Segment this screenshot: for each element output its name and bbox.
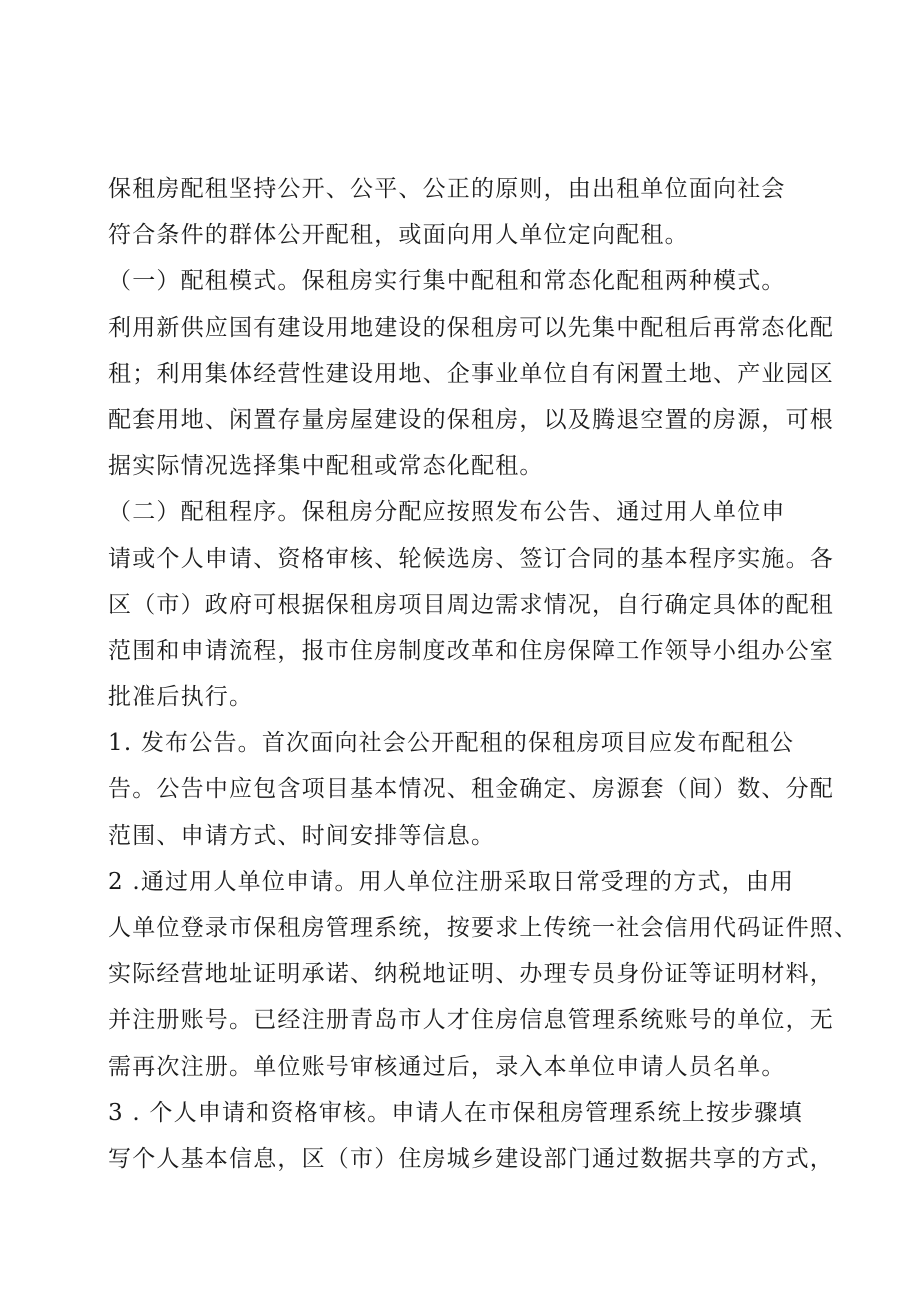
text-line: （一）配租模式。保租房实行集中配租和常态化配租两种模式。 <box>108 268 786 295</box>
text-line: 区（市）政府可根据保租房项目周边需求情况，自行确定具体的配租 <box>108 591 834 618</box>
text-line: 1. 发布公告。首次面向社会公开配租的保租房项目应发布配租公 <box>108 730 795 757</box>
paragraph-announcement <box>108 720 834 859</box>
text-line: 并注册账号。已经注册青岛市人才住房信息管理系统账号的单位，无 <box>108 1007 834 1034</box>
text-line: 租；利用集体经营性建设用地、企事业单位自有闲置土地、产业园区 <box>108 360 834 387</box>
paragraph-rental-procedure <box>108 489 834 720</box>
text-line: （二）配租程序。保租房分配应按照发布公告、通过用人单位申 <box>108 499 786 526</box>
paragraph-personal-application <box>108 1090 834 1182</box>
text-line: 利用新供应国有建设用地建设的保租房可以先集中配租后再常态化配 <box>108 314 834 341</box>
document-body <box>108 166 859 1182</box>
text-line: 请或个人申请、资格审核、轮候选房、签订合同的基本程序实施。各 <box>108 545 834 572</box>
text-line: 据实际情况选择集中配租或常态化配租。 <box>108 453 544 480</box>
text-line: 2 .通过用人单位申请。用人单位注册采取日常受理的方式，由用 <box>108 868 795 895</box>
text-line: 写个人基本信息，区（市）住房城乡建设部门通过数据共享的方式， <box>108 1145 834 1172</box>
text-line: 实际经营地址证明承诺、纳税地证明、办理专员身份证等证明材料， <box>108 961 834 988</box>
paragraph-employer-application <box>108 859 859 1090</box>
text-line: 3 . 个人申请和资格审核。申请人在市保租房管理系统上按步骤填 <box>108 1099 803 1126</box>
text-line: 配套用地、闲置存量房屋建设的保租房，以及腾退空置的房源，可根 <box>108 406 834 433</box>
paragraph-rental-mode <box>108 258 834 489</box>
text-line: 告。公告中应包含项目基本情况、租金确定、房源套（间）数、分配 <box>108 776 834 803</box>
paragraph-principle <box>108 166 818 258</box>
text-line: 批准后执行。 <box>108 684 254 711</box>
text-line: 符合条件的群体公开配租，或面向用人单位定向配租。 <box>108 222 689 249</box>
text-line: 保租房配租坚持公开、公平、公正的原则，由出租单位面向社会 <box>108 176 786 202</box>
text-line: 人单位登录市保租房管理系统，按要求上传统一社会信用代码证件照、 <box>108 915 859 941</box>
text-line: 范围、申请方式、时间安排等信息。 <box>108 822 496 849</box>
text-line: 范围和申请流程，报市住房制度改革和住房保障工作领导小组办公室 <box>108 637 834 664</box>
text-line: 需再次注册。单位账号审核通过后，录入本单位申请人员名单。 <box>108 1053 786 1080</box>
